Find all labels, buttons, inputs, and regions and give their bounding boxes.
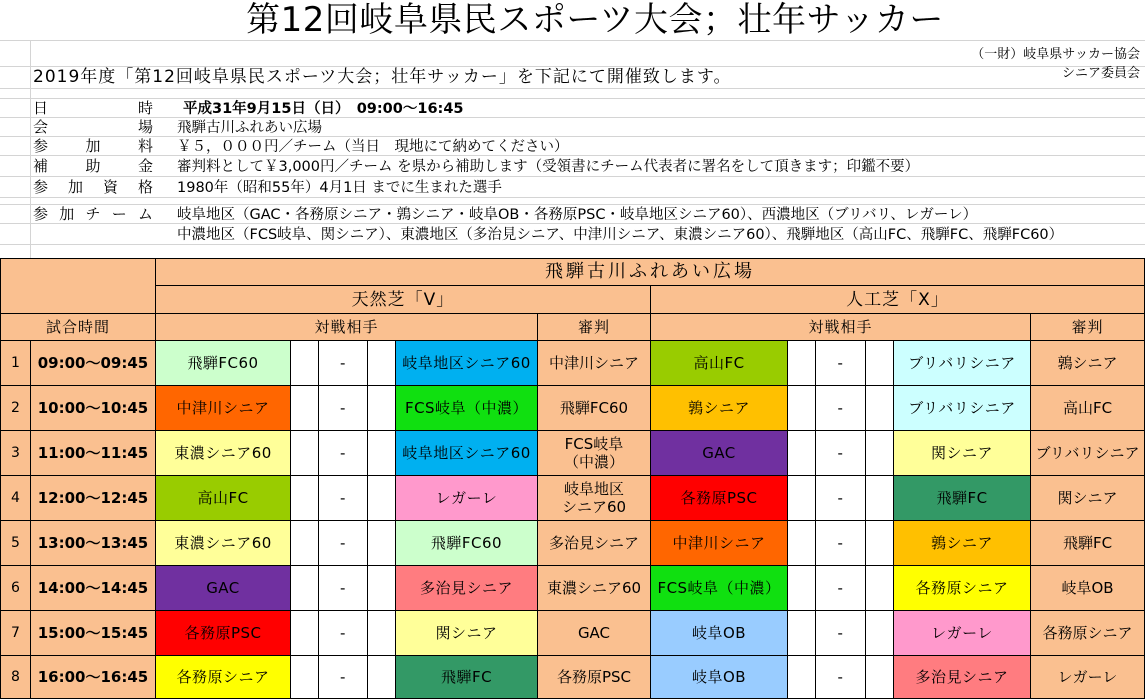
away-team-cell: FCS岐阜（中濃）	[396, 386, 537, 430]
vs-separator: -	[816, 611, 865, 655]
match-time: 12:00〜12:45	[31, 476, 155, 520]
home-team-cell: 飛騨FC60	[156, 341, 290, 385]
detail-value: 1980年（昭和55年）4月1日 までに生まれた選手	[177, 180, 502, 196]
home-team-cell: 中津川シニア	[651, 521, 787, 565]
vs-separator: -	[319, 476, 367, 520]
away-team-cell: 多治見シニア	[396, 566, 537, 610]
referee-cell: FCS岐阜 （中濃）	[538, 431, 650, 475]
intro-text: 2019年度「第12回岐阜県民スポーツ大会；壮年サッカー」を下記にて開催致します。	[33, 67, 732, 87]
label-character: 加	[59, 205, 75, 223]
spacer-cell	[788, 611, 815, 655]
referee-cell: GAC	[538, 611, 650, 655]
detail-label	[33, 155, 153, 176]
spacer-cell	[368, 386, 395, 430]
spacer-cell	[788, 476, 815, 520]
gridline	[0, 40, 1145, 41]
organizer-committee: シニア委員会	[1061, 66, 1140, 81]
away-team-cell: 飛騨FC60	[396, 521, 537, 565]
vs-separator: -	[816, 386, 865, 430]
spacer-cell	[866, 656, 893, 698]
spacer-cell	[368, 341, 395, 385]
spacer-cell	[866, 566, 893, 610]
home-team-cell: 岐阜OB	[651, 656, 787, 698]
spacer-cell	[368, 656, 395, 698]
label-character: 会	[33, 118, 49, 136]
label-character: ー	[111, 205, 127, 223]
home-team-cell: 各務原シニア	[156, 656, 290, 698]
home-team-cell: 岐阜OB	[651, 611, 787, 655]
label-character: 参	[33, 205, 49, 223]
spacer-cell	[788, 431, 815, 475]
spacer-cell	[291, 386, 318, 430]
match-number: 8	[1, 656, 30, 698]
spacer-cell	[788, 386, 815, 430]
match-time: 10:00〜10:45	[31, 386, 155, 430]
away-team-cell: 飛騨FC	[396, 656, 537, 698]
spacer-cell	[788, 341, 815, 385]
gridline	[0, 244, 1145, 245]
match-time: 09:00〜09:45	[31, 341, 155, 385]
spacer-cell	[291, 566, 318, 610]
label-character: 助	[85, 157, 101, 175]
gridline	[0, 197, 1145, 198]
vs-separator: -	[319, 611, 367, 655]
detail-row-venue	[0, 117, 1145, 136]
referee-header: 審判	[1031, 314, 1144, 340]
detail-value: ￥５，０００円／チーム（当日 現地にて納めてください）	[177, 139, 569, 155]
referee-cell: レガーレ	[1031, 656, 1144, 698]
opponents-header: 対戦相手	[156, 314, 537, 340]
label-character: 格	[137, 178, 153, 196]
away-team-cell: レガーレ	[894, 611, 1030, 655]
match-number: 5	[1, 521, 30, 565]
label-character: 補	[33, 157, 49, 175]
away-team-cell: 関シニア	[396, 611, 537, 655]
detail-label	[33, 136, 153, 155]
spacer-cell	[866, 611, 893, 655]
vs-separator: -	[319, 386, 367, 430]
home-team-cell: 東濃シニア60	[156, 431, 290, 475]
detail-label	[33, 204, 153, 223]
label-character: 時	[137, 99, 153, 117]
away-team-cell: 鶉シニア	[894, 521, 1030, 565]
away-team-cell: 関シニア	[894, 431, 1030, 475]
match-number: 2	[1, 386, 30, 430]
referee-cell: 岐阜地区 シニア60	[538, 476, 650, 520]
spacer-cell	[368, 476, 395, 520]
label-character: 参	[33, 178, 49, 196]
spacer-cell	[291, 521, 318, 565]
vs-separator: -	[319, 341, 367, 385]
referee-cell: 岐阜OB	[1031, 566, 1144, 610]
spacer-cell	[866, 386, 893, 430]
vs-separator: -	[319, 566, 367, 610]
detail-value: 飛騨古川ふれあい広場	[177, 120, 322, 136]
home-team-cell: 東濃シニア60	[156, 521, 290, 565]
match-time: 15:00〜15:45	[31, 611, 155, 655]
spacer-cell	[866, 341, 893, 385]
spacer-cell	[291, 476, 318, 520]
organizer-association: （一財）岐阜県サッカー協会	[971, 47, 1140, 62]
participating-teams-line: 中濃地区（FCS岐阜、関シニア）、東濃地区（多治見シニア、中津川シニア、東濃シニア60）、飛騨地区（高山FC、飛騨FC、飛騨FC60）	[177, 227, 1064, 243]
vs-separator: -	[319, 656, 367, 698]
away-team-cell: 飛騨FC	[894, 476, 1030, 520]
match-time: 11:00〜11:45	[31, 431, 155, 475]
schedule-corner	[1, 259, 155, 313]
home-team-cell: GAC	[651, 431, 787, 475]
page-title: 第12回岐阜県民スポーツ大会；壮年サッカー	[246, 0, 944, 40]
match-number: 6	[1, 566, 30, 610]
away-team-cell: 岐阜地区シニア60	[396, 341, 537, 385]
away-team-cell: レガーレ	[396, 476, 537, 520]
time-header: 試合時間	[1, 314, 155, 340]
detail-value: 平成31年9月15日（日） 09:00〜16:45	[183, 101, 464, 117]
vs-separator: -	[319, 431, 367, 475]
spacer-cell	[291, 341, 318, 385]
away-team-cell: ブリバリシニア	[894, 386, 1030, 430]
participating-teams-line: 岐阜地区（GAC・各務原シニア・鶉シニア・岐阜OB・各務原PSC・岐阜地区シニア60）、西濃地区（ブリバリ、レガーレ）	[177, 207, 978, 223]
home-team-cell: 各務原PSC	[651, 476, 787, 520]
vs-separator: -	[816, 431, 865, 475]
label-character: チ	[85, 205, 101, 223]
spacer-cell	[368, 521, 395, 565]
referee-cell: 各務原PSC	[538, 656, 650, 698]
spacer-cell	[788, 656, 815, 698]
match-number: 1	[1, 341, 30, 385]
match-time: 13:00〜13:45	[31, 521, 155, 565]
home-team-cell: 各務原PSC	[156, 611, 290, 655]
detail-row-date	[0, 98, 1145, 117]
match-number: 4	[1, 476, 30, 520]
spacer-cell	[866, 521, 893, 565]
label-character: 加	[67, 178, 83, 196]
spacer-cell	[788, 566, 815, 610]
away-team-cell: 岐阜地区シニア60	[396, 431, 537, 475]
match-number: 3	[1, 431, 30, 475]
referee-cell: 飛騨FC	[1031, 521, 1144, 565]
detail-value: 審判料として￥3,000円／チーム を県から補助します（受領書にチーム代表者に署名をして頂きます；印鑑不要）	[177, 159, 920, 175]
detail-label	[33, 176, 153, 197]
label-character: 加	[85, 137, 101, 155]
detail-label	[33, 117, 153, 136]
detail-row-fee	[0, 136, 1145, 155]
referee-header: 審判	[538, 314, 650, 340]
referee-cell: 鶉シニア	[1031, 341, 1144, 385]
vs-separator: -	[816, 656, 865, 698]
match-number: 7	[1, 611, 30, 655]
opponents-header: 対戦相手	[651, 314, 1030, 340]
spacer-cell	[866, 476, 893, 520]
spacer-cell	[291, 431, 318, 475]
venue-header: 飛騨古川ふれあい広場	[156, 259, 1144, 285]
home-team-cell: 鶉シニア	[651, 386, 787, 430]
detail-row-teams-continued	[0, 223, 1145, 244]
field-header-artificial-grass: 人工芝「X」	[651, 286, 1144, 313]
match-time: 14:00〜14:45	[31, 566, 155, 610]
referee-cell: 東濃シニア60	[538, 566, 650, 610]
label-character: 資	[102, 178, 118, 196]
detail-row-teams	[0, 204, 1145, 223]
referee-cell: 多治見シニア	[538, 521, 650, 565]
spacer-cell	[368, 431, 395, 475]
referee-cell: ブリバリシニア	[1031, 431, 1144, 475]
home-team-cell: GAC	[156, 566, 290, 610]
gridline	[0, 88, 1145, 89]
vs-separator: -	[816, 566, 865, 610]
spacer-cell	[866, 431, 893, 475]
label-character: 場	[137, 118, 153, 136]
label-character: 参	[33, 137, 49, 155]
referee-cell: 各務原シニア	[1031, 611, 1144, 655]
referee-cell: 高山FC	[1031, 386, 1144, 430]
spacer-cell	[291, 656, 318, 698]
vs-separator: -	[816, 476, 865, 520]
detail-row-eligibility	[0, 176, 1145, 197]
vs-separator: -	[816, 341, 865, 385]
spacer-cell	[368, 611, 395, 655]
label-character: ム	[137, 205, 153, 223]
spacer-cell	[291, 611, 318, 655]
home-team-cell: FCS岐阜（中濃）	[651, 566, 787, 610]
match-time: 16:00〜16:45	[31, 656, 155, 698]
referee-cell: 中津川シニア	[538, 341, 650, 385]
label-character: 金	[137, 157, 153, 175]
home-team-cell: 中津川シニア	[156, 386, 290, 430]
detail-row-subsidy	[0, 155, 1145, 176]
home-team-cell: 高山FC	[156, 476, 290, 520]
away-team-cell: 各務原シニア	[894, 566, 1030, 610]
vs-separator: -	[816, 521, 865, 565]
label-character: 日	[33, 99, 49, 117]
home-team-cell: 高山FC	[651, 341, 787, 385]
spacer-cell	[788, 521, 815, 565]
away-team-cell: ブリバリシニア	[894, 341, 1030, 385]
field-header-natural-grass: 天然芝「V」	[156, 286, 650, 313]
referee-cell: 飛騨FC60	[538, 386, 650, 430]
referee-cell: 関シニア	[1031, 476, 1144, 520]
schedule-table	[0, 258, 1145, 699]
spacer-cell	[368, 566, 395, 610]
label-character: 料	[137, 137, 153, 155]
away-team-cell: 多治見シニア	[894, 656, 1030, 698]
vs-separator: -	[319, 521, 367, 565]
detail-label	[33, 98, 153, 117]
